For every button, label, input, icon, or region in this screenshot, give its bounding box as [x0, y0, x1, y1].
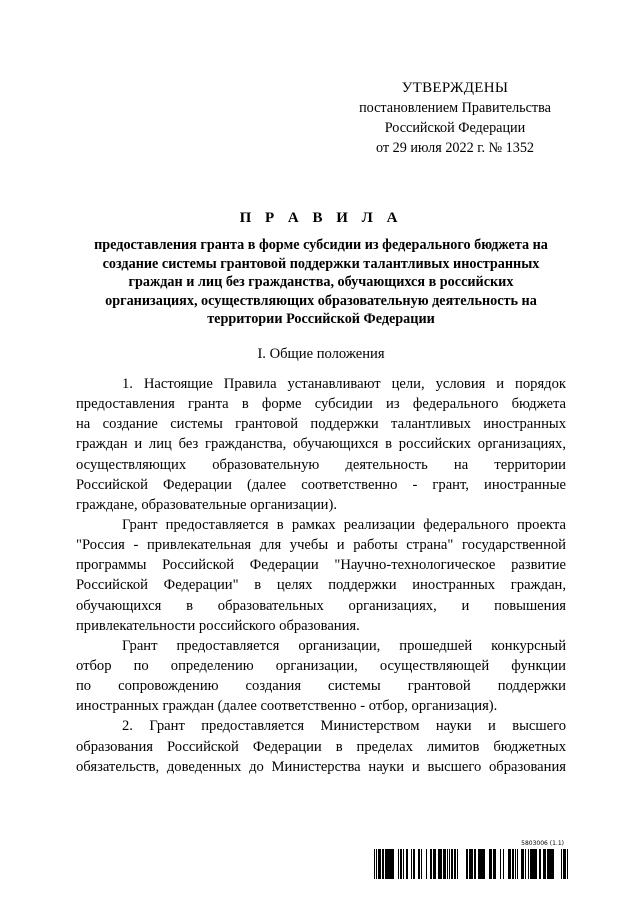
barcode-bar	[525, 849, 526, 879]
barcode-bar	[449, 849, 450, 879]
approval-heading: УТВЕРЖДЕНЫ	[401, 80, 509, 96]
barcode-bar	[493, 849, 496, 879]
text-line: 1. Настоящие Правила устанавливают цели, условия и порядок	[122, 376, 566, 392]
barcode-bar	[441, 849, 442, 879]
text-line: Грант предоставляется в рамках реализации федерального проекта	[122, 516, 566, 533]
subtitle-line: организациях, осуществляющих образовательную деятельность на	[105, 292, 537, 309]
text-line: программы Российской Федерации "Научно-технологическое развитие	[76, 557, 566, 574]
barcode-bar	[561, 849, 562, 879]
barcode-bar	[508, 849, 510, 879]
text-line: образования Российской Федерации в пределах лимитов бюджетных	[76, 738, 566, 755]
text-line: привлекательности российского образования.	[76, 617, 360, 634]
approval-block	[345, 78, 565, 158]
subtitle-line: создание системы грантовой поддержки талантливых иностранных	[102, 255, 540, 272]
barcode-bar	[482, 849, 485, 879]
barcode-bar	[528, 849, 529, 879]
barcode-bar	[374, 849, 375, 879]
barcode-bar	[385, 849, 386, 879]
text-line: Грант предоставляется организации, прошедшей конкурсный	[122, 637, 566, 654]
barcode-bar	[411, 849, 412, 879]
barcode-bar	[530, 849, 531, 879]
barcode-bar	[386, 849, 388, 879]
barcode-bar	[379, 849, 381, 879]
barcode-bar	[500, 849, 501, 879]
barcode-block	[374, 840, 568, 880]
barcode-bar	[503, 849, 504, 879]
barcode-bar	[421, 849, 422, 879]
barcode-bar	[378, 849, 379, 879]
paragraph-4	[76, 716, 566, 776]
text-line: граждан и лиц без гражданства, обучающихся в российских организациях,	[76, 436, 566, 453]
document-title: П Р А В И Л А	[239, 210, 403, 226]
barcode-bar	[438, 849, 441, 879]
barcode-bar	[535, 849, 537, 879]
text-line: осуществляющих образовательную деятельность на территории	[76, 456, 566, 473]
barcode-bar	[471, 849, 473, 879]
barcode-bar	[563, 849, 564, 879]
text-line: Российской Федерации" в целях поддержки иностранных граждан,	[76, 577, 566, 594]
barcode-bar	[512, 849, 514, 879]
text-line: "Россия - привлекательная для учебы и работы страна" государственной	[76, 537, 566, 554]
text-line: предоставления гранта в форме субсидии из федерального бюджета	[76, 396, 566, 413]
barcode-bar	[426, 849, 427, 879]
barcode-bar	[553, 849, 554, 879]
barcode-bar	[443, 849, 444, 879]
barcode-bar	[418, 849, 420, 879]
barcode-bar	[400, 849, 402, 879]
barcode-bar	[564, 849, 566, 879]
barcode-bar	[539, 849, 541, 879]
barcode-bar	[447, 849, 448, 879]
text-line: Российской Федерации (далее соответственно - грант, иностранные	[76, 476, 566, 493]
document-body	[76, 374, 566, 777]
barcode-bar	[531, 849, 532, 879]
text-line: обучающихся в образовательных организациях, и повышения	[76, 597, 566, 614]
barcode-bar	[430, 849, 432, 879]
subtitle-line: граждан и лиц без гражданства, обучающихся в российских	[128, 274, 514, 291]
barcode-bar	[515, 849, 516, 879]
text-line: граждане, образовательные организации).	[76, 496, 337, 513]
subtitle-line: предоставления гранта в форме субсидии из федерального бюджета на	[94, 237, 548, 253]
approval-line: Российской Федерации	[384, 120, 526, 136]
approval-line: постановлением Правительства	[359, 100, 551, 116]
barcode-bar	[547, 849, 549, 879]
barcode-bar	[393, 849, 394, 879]
barcode-bar	[398, 849, 399, 879]
text-line: обязательств, доведенных до Министерства науки и высшего образования	[76, 758, 566, 775]
barcode-bar	[469, 849, 470, 879]
barcode-bar	[457, 849, 458, 879]
barcode-bar	[532, 849, 535, 879]
barcode-bar	[567, 849, 568, 879]
barcode-bar	[389, 849, 391, 879]
paragraph-2	[76, 515, 566, 636]
barcode-bar	[376, 849, 377, 879]
text-line: на создание системы грантовой поддержки талантливых иностранных	[76, 416, 566, 433]
barcode-bar	[403, 849, 404, 879]
paragraph-1	[76, 374, 566, 515]
text-line: по сопровождению создания системы грантовой поддержки	[76, 678, 566, 695]
text-line: отбор по определению организации, осуществляющей функции	[76, 657, 566, 674]
approval-date-line: от 29 июля 2022 г. № 1352	[375, 140, 535, 156]
barcode-bar	[382, 849, 384, 879]
barcode-bar	[510, 849, 511, 879]
text-line: 2. Грант предоставляется Министерством науки и высшего	[122, 718, 566, 735]
barcode-bar	[543, 849, 546, 879]
barcode-bar	[521, 849, 524, 879]
section-heading: I. Общие положения	[257, 346, 385, 362]
barcode-bar	[406, 849, 408, 879]
paragraph-3	[76, 636, 566, 717]
barcode-bar	[454, 849, 456, 879]
barcode-bar	[551, 849, 553, 879]
barcode-bar	[467, 849, 468, 879]
barcode-bar	[474, 849, 476, 879]
barcode-bar	[451, 849, 453, 879]
barcode-bar	[388, 849, 389, 879]
subtitle-line: территории Российской Федерации	[207, 311, 435, 328]
barcode-bar	[479, 849, 482, 879]
barcode-bar	[489, 849, 492, 879]
barcode-bar	[444, 849, 446, 879]
barcode-bar	[466, 849, 467, 879]
barcode-bar	[391, 849, 392, 879]
barcode-bar	[517, 849, 518, 879]
barcode-bar	[413, 849, 415, 879]
barcode-icon	[374, 849, 568, 879]
text-line: иностранных граждан (далее соответственно - отбор, организация).	[76, 698, 498, 715]
barcode-bar	[392, 849, 393, 879]
barcode-bar	[478, 849, 479, 879]
document-subtitle	[76, 236, 566, 329]
barcode-bar	[433, 849, 436, 879]
barcode-bar	[470, 849, 471, 879]
barcode-bar	[549, 849, 551, 879]
barcode-label: 5803006 (1.1)	[521, 840, 564, 847]
